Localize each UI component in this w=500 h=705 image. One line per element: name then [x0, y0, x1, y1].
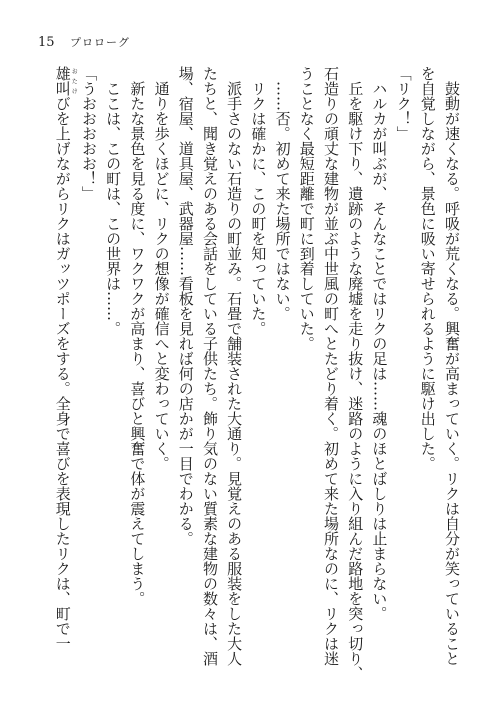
text-line: ここは、この町は、この世界は……。 [104, 66, 123, 336]
text-line: 鼓動が速くなる。呼吸が荒くなる。興奮が高まっていく。リクは自分が笑っていること [443, 66, 461, 666]
text-line: 「うおおおおお！」 [79, 66, 98, 201]
text-line: 新たな景色を見る度に、ワクワクが高まり、喜びと興奮で体が震えてしまう。 [128, 66, 147, 606]
text-line: を自覚しながら、景色に吸い寄せられるように駆け出した。 [418, 66, 437, 471]
ruby-line-rest: びを上げながらリクはガッツポーズをする。全身で喜びを表現したリクは、町で一 [53, 96, 72, 651]
text-line: ……否。初めて来た場所ではない。 [273, 66, 292, 321]
running-head: プロローグ [70, 36, 130, 49]
text-line: 場、宿屋、道具屋、武器屋……看板を見れば何の店かが一目でわかる。 [176, 66, 195, 546]
ruby-word [53, 66, 78, 96]
novel-body-text [51, 66, 464, 681]
ruby-reading: おたけ [70, 66, 78, 96]
ruby-base: 雄叫 [53, 66, 72, 96]
text-line: 石造りの頑丈な建物が並ぶ中世風の町へとたどり着く。初めて来た場所なのに、リクは迷 [321, 66, 340, 666]
text-line: うことなく最短距離で町に到着していた。 [297, 66, 316, 351]
text-line-last [51, 66, 77, 671]
text-line: 通りを歩くほどに、リクの想像が確信へと変わっていく。 [152, 66, 171, 471]
text-line: 「リク！」 [394, 66, 413, 141]
page-number: 15 [38, 35, 55, 50]
text-line: ハルカが叫ぶが、そんなことではリクの足は……魂のほとばしりは止まらない。 [370, 66, 389, 621]
text-line: 派手さのない石造りの町並み。石畳で舗装された大通り。見覚えのある服装をした大人 [225, 66, 244, 666]
text-line: リクは確かに、この町を知っていた。 [249, 66, 268, 336]
text-line: 丘を駆け下り、遺跡のような廃墟を走り抜け、迷路のように入り組んだ路地を突っ切り、 [346, 66, 365, 681]
text-line: たちと、聞き覚えのある会話をしている子供たち。飾り気のない質素な建物の数々は、酒 [200, 66, 219, 666]
